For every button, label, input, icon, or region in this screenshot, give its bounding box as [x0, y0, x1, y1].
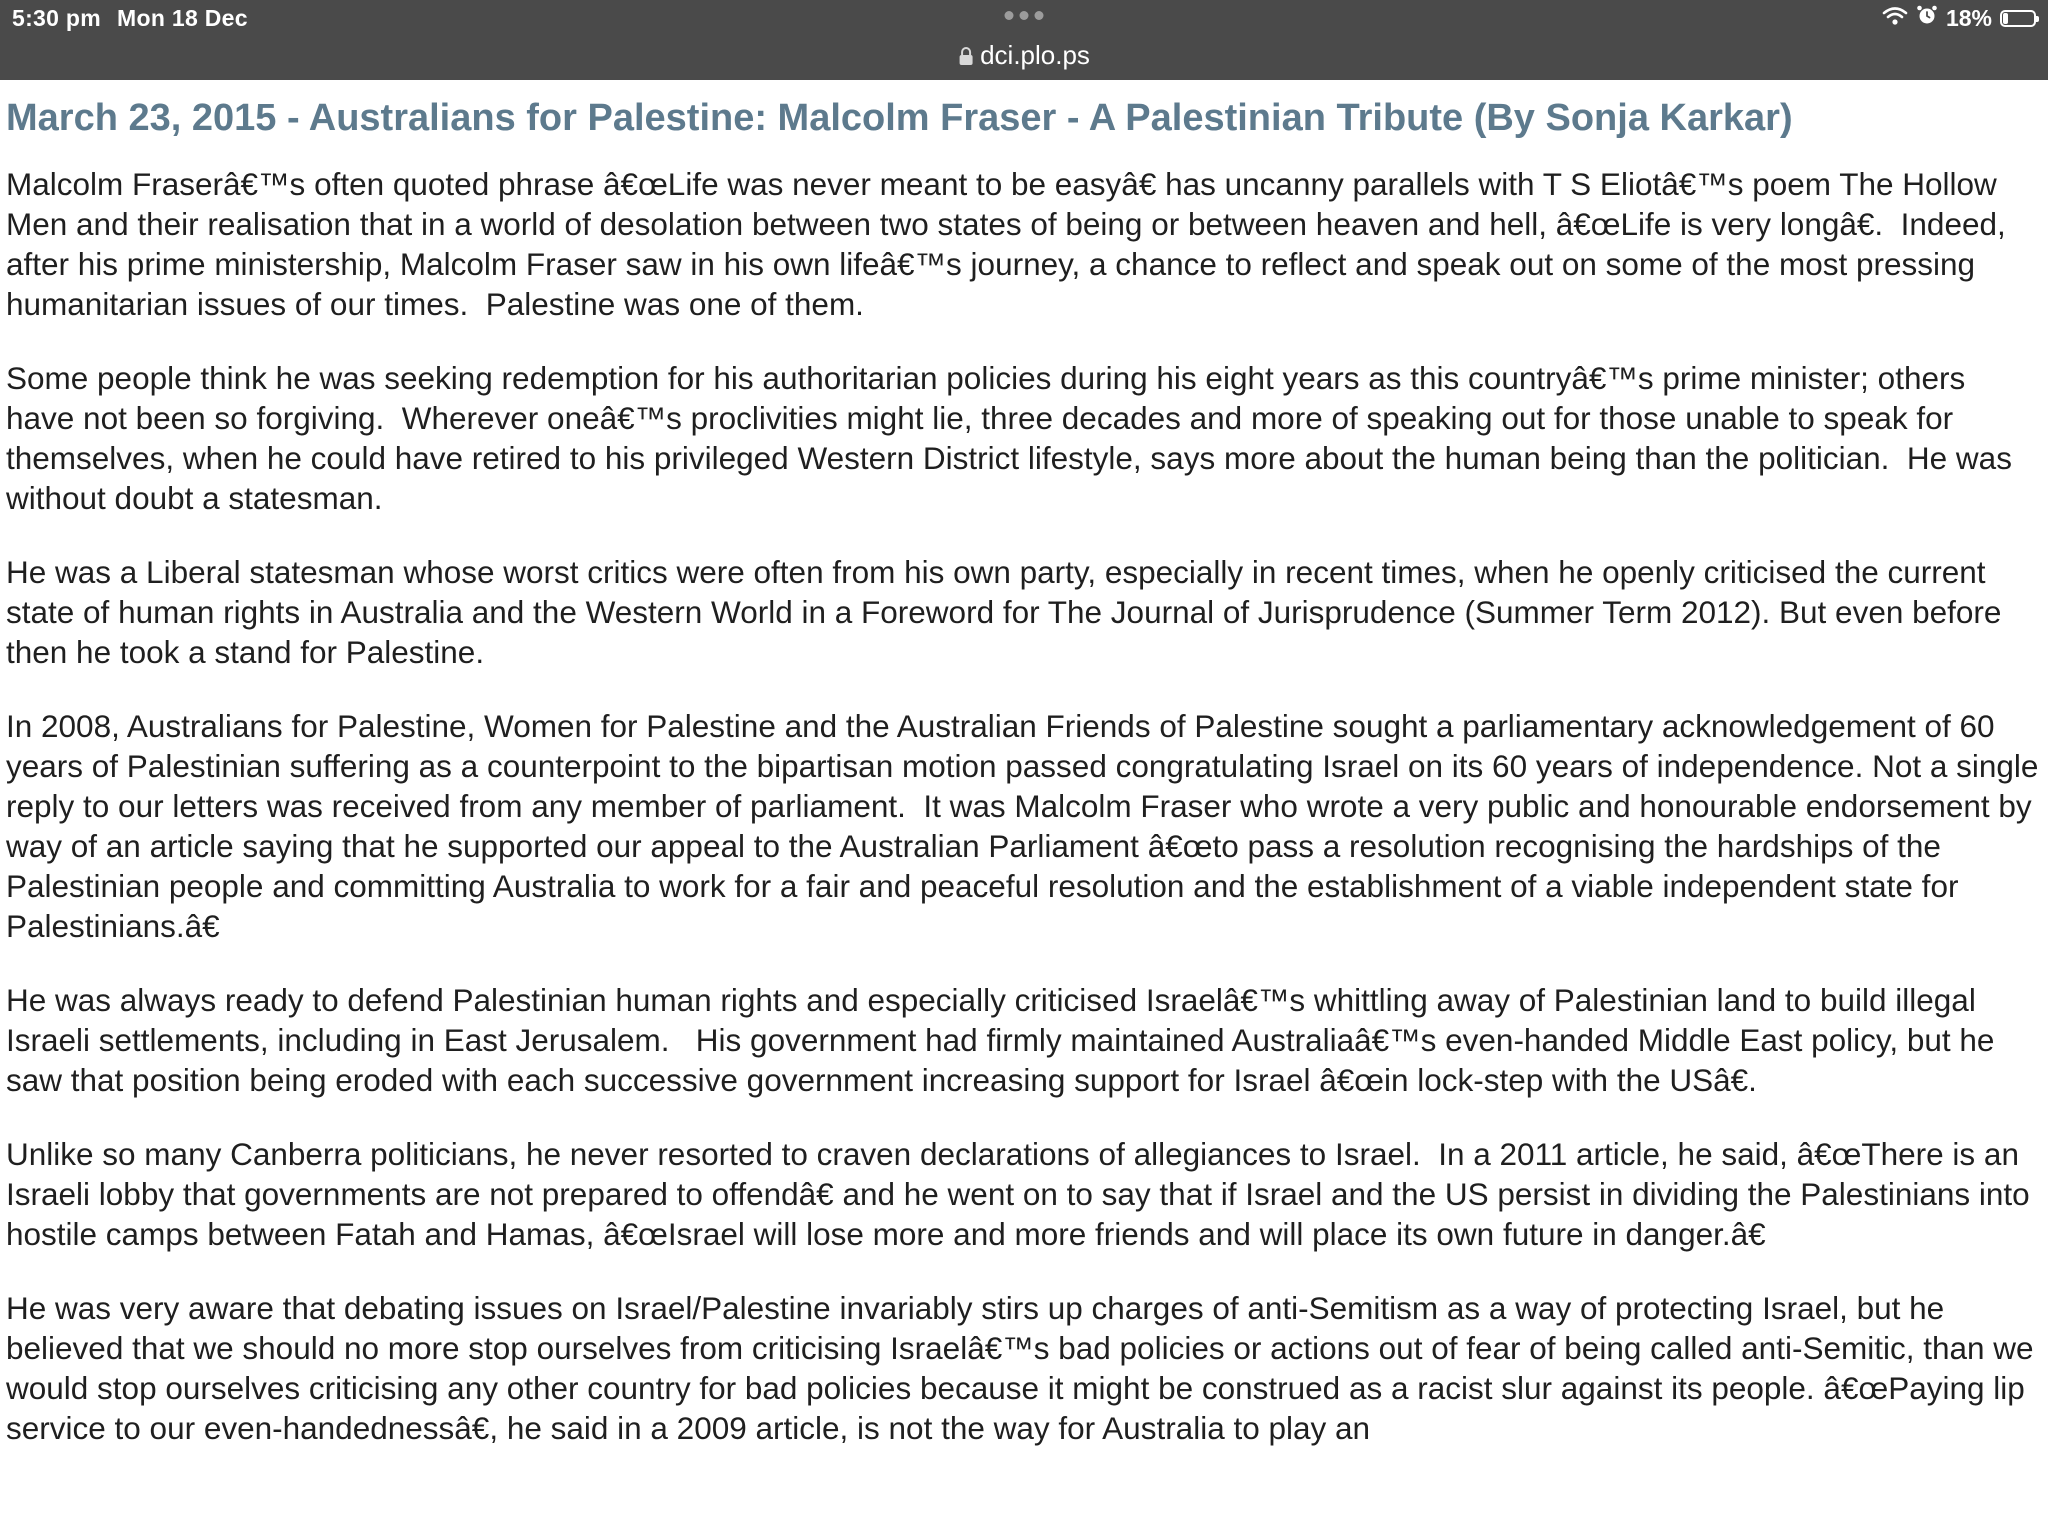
battery-percent: 18%: [1945, 4, 1992, 31]
alarm-icon: [1916, 4, 1938, 32]
status-indicators: [1882, 4, 2036, 32]
article-paragraph: Malcolm Fraserâ€™s often quoted phrase â€œLife was never meant to be easyâ€ has uncanny parallels with T S Eliotâ€™s poem The Hollow Men and their realisation that in a world of desolation between two states of being or between heaven and hell, â€œLife is very longâ€. Indeed, after his prime ministership, Malcolm Fraser saw in his own lifeâ€™s journey, a chance to reflect and speak out on some of the most pressing humanitarian issues of our times. Palestine was one of them.: [6, 166, 2015, 322]
article-paragraph: Unlike so many Canberra politicians, he never resorted to craven declarations of allegiances to Israel. In a 2011 article, he said, â€œThere is an Israeli lobby that governments are not prepared to offendâ€ and he went on to say that if Israel and the US persist in dividing the Palestinians into hostile camps between Fatah and Hamas, â€œIsrael will lose more and more friends and will place its own future in danger.â€: [6, 1136, 2039, 1252]
more-dots-icon[interactable]: [1005, 11, 1044, 20]
lock-icon: [958, 46, 974, 66]
browser-top-bar: [0, 0, 2048, 80]
wifi-icon: [1882, 5, 1908, 32]
article-paragraph: He was a Liberal statesman whose worst critics were often from his own party, especially in recent times, when he openly criticised the current state of human rights in Australia and the Western World in a Foreword for The Journal of Jurisprudence (Summer Term 2012). But even before then he took a stand for Palestine.: [6, 554, 2011, 670]
article-paragraph: He was very aware that debating issues on Israel/Palestine invariably stirs up charges of anti-Semitism as a way of protecting Israel, but he believed that we should no more stop ourselves from criticising Israelâ€™s bad policies or actions out of fear of being called anti-Semitic, than we would stop ourselves criticising any other country for bad policies because it might be construed as a racist slur against its people. â€œPaying lip service to our even-handednessâ€, he said in a 2009 article, is not the way for Australia to play an: [6, 1290, 2043, 1446]
status-time: 5:30 pm: [12, 5, 102, 31]
article-paragraph: He was always ready to defend Palestinian human rights and especially criticised Israelâ€™s whittling away of Palestinian land to build illegal Israeli settlements, including in East Jerusalem. His government had firmly maintained Australiaâ€™s even-handed Middle East policy, but he saw that position being eroded with each successive government increasing support for Israel â€œin lock-step with the USâ€.: [6, 982, 2004, 1098]
status-time-date: [12, 5, 264, 32]
address-bar[interactable]: [958, 40, 1090, 71]
url-text: dci.plo.ps: [980, 40, 1090, 70]
battery-icon: [2000, 10, 2036, 27]
article-paragraph: Some people think he was seeking redemption for his authoritarian policies during his eight years as this countryâ€™s prime minister; others have not been so forgiving. Wherever oneâ€™s proclivities might lie, three decades and more of speaking out for those unable to speak for themselves, when he could have retired to his privileged Western District lifestyle, says more about the human being than the politician. He was without doubt a statesman.: [6, 360, 2021, 516]
article-paragraph: In 2008, Australians for Palestine, Women for Palestine and the Australian Friends of Palestine sought a parliamentary acknowledgement of 60 years of Palestinian suffering as a counterpoint to the bipartisan motion passed congratulating Israel on its 60 years of independence. Not a single reply to our letters was received from any member of parliament. It was Malcolm Fraser who wrote a very public and honourable endorsement by way of an article saying that he supported our appeal to the Australian Parliament â€œto pass a resolution recognising the hardships of the Palestinian people and committing Australia to work for a fair and peaceful resolution and the establishment of a viable independent state for Palestinians.â€: [6, 708, 2048, 944]
article-title: March 23, 2015 - Australians for Palestine: Malcolm Fraser - A Palestinian Tribute (By Sonja Karkar): [6, 97, 1793, 139]
battery-level: [2003, 13, 2008, 24]
article: [6, 94, 2048, 1482]
status-date: Mon 18 Dec: [117, 5, 248, 31]
